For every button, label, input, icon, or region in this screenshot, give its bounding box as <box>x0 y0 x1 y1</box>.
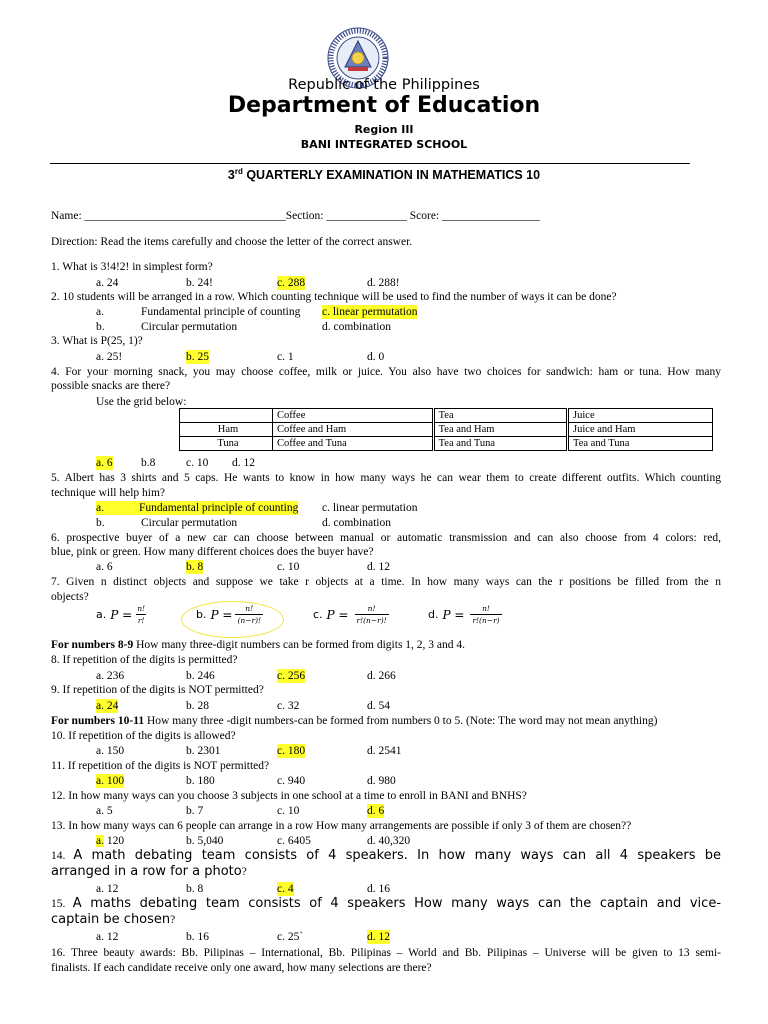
question-6-stem-line-1: 6. prospective buyer of a new car can choose between manual or automatic transmission and can also choose from 4 colors: red, <box>51 532 721 544</box>
q1-choice-b: b. 24! <box>186 277 213 289</box>
q8-choice-c-highlighted: c. 256 <box>277 670 306 682</box>
q5-choice-b: Circular permutation <box>141 517 238 529</box>
question-4-stem-line-1: 4. For your morning snack, you may choose coffee, milk or juice. You also have two choices for sandwich: ham or tuna. How many <box>51 366 721 378</box>
q10-choice-d: d. 2541 <box>367 745 402 757</box>
grid-cell: Tea and Tuna <box>433 437 567 451</box>
question-5-stem-line-2: technique will help him? <box>51 487 166 499</box>
grid-cell: Juice and Ham <box>568 423 713 437</box>
question-12-stem: 12. In how many ways can you choose 3 subjects in one school at a time to enroll in BANI and BNHS? <box>51 790 527 802</box>
q8-choice-d: d. 266 <box>367 670 396 682</box>
q11-choice-a-highlighted: a. 100 <box>96 775 125 787</box>
q2-choice-c-highlighted: c. linear permutation <box>322 306 418 318</box>
grid-header-cell: Juice <box>568 409 713 423</box>
grid-cell: Tea and Ham <box>433 423 567 437</box>
q9-choice-d: d. 54 <box>367 700 390 712</box>
q7-choice-c-formula: c. P = $\frac{n!}{r!(n-r)!}$ <box>313 604 387 625</box>
q15-choice-d-highlighted: d. 12 <box>367 931 390 943</box>
question-14-stem-line-1: 14. A math debating team consists of 4 speakers. In how many ways can all 4 speakers be <box>51 848 722 863</box>
q10-choice-c-highlighted: c. 180 <box>277 745 306 757</box>
q10-choice-a: a. 150 <box>96 745 125 757</box>
q11-choice-b: b. 180 <box>186 775 215 787</box>
q4-choice-b: b.8 <box>141 457 156 469</box>
q2-choice-b-letter: b. <box>96 321 105 333</box>
question-16-stem-line-2: finalists. If each candidate receive only one award, how many selections are there? <box>51 962 432 974</box>
q9-choice-c: c. 32 <box>277 700 300 712</box>
grid-header-row <box>180 409 713 423</box>
q4-choice-d: d. 12 <box>232 457 255 469</box>
q14-choice-c-highlighted: c. 4 <box>277 883 294 895</box>
grid-cell: Coffee and Ham <box>273 423 434 437</box>
q12-choice-a: a. 5 <box>96 805 113 817</box>
question-9-stem: 9. If repetition of the digits is NOT permitted? <box>51 684 264 696</box>
q9-choice-a-highlighted: a. 24 <box>96 700 119 712</box>
q12-choice-c: c. 10 <box>277 805 300 817</box>
question-11-stem: 11. If repetition of the digits is NOT permitted? <box>51 760 270 772</box>
q10-choice-b: b. 2301 <box>186 745 221 757</box>
q15-choice-c: c. 25` <box>277 931 304 943</box>
q7-choice-d-formula: d. P = $\frac{n!}{r!(n-r)}$ <box>428 604 500 625</box>
q12-choice-b: b. 7 <box>186 805 204 817</box>
q8-choice-b: b. 246 <box>186 670 215 682</box>
snack-grid-table <box>179 408 713 451</box>
q6-choice-d: d. 12 <box>367 561 390 573</box>
department-title: Department of Education <box>227 93 541 118</box>
q3-choice-a: a. 25! <box>96 351 123 363</box>
q7-choice-a-formula: a. P = $\frac{n!}{r!}$ <box>96 604 146 625</box>
question-16-stem-line-1: 16. Three beauty awards: Bb. Pilipinas – International, Bb. Pilipinas – World and Bb. Pilipinas – Universe will be given to 13 semi- <box>51 947 721 959</box>
q2-choice-a-letter: a. <box>96 306 104 318</box>
grid-header-cell <box>180 409 273 423</box>
q1-choice-d: d. 288! <box>367 277 400 289</box>
question-2-stem: 2. 10 students will be arranged in a row. Which counting technique will be used to find the number of ways it can be done? <box>51 291 617 303</box>
q15-choice-a: a. 12 <box>96 931 119 943</box>
q5-choice-a-highlighted: a. Fundamental principle of counting <box>96 502 299 514</box>
q14-choice-b: b. 8 <box>186 883 204 895</box>
q15-choice-b: b. 16 <box>186 931 209 943</box>
grid-row <box>180 437 713 451</box>
q14-choice-a: a. 12 <box>96 883 119 895</box>
section-field[interactable]: Section: ______________ <box>285 210 407 222</box>
q2-choice-b: Circular permutation <box>141 321 238 333</box>
q11-choice-d: d. 980 <box>367 775 396 787</box>
q11-choice-c: c. 940 <box>277 775 306 787</box>
score-field[interactable]: Score: _________________ <box>409 210 540 222</box>
grid-cell: Coffee and Tuna <box>273 437 434 451</box>
grid-cell: Tuna <box>180 437 273 451</box>
grid-cell: Ham <box>180 423 273 437</box>
question-15-stem-line-1: 15. A maths debating team consists of 4 speakers How many ways can the captain and vice- <box>51 896 722 911</box>
question-8-stem: 8. If repetition of the digits is permitted? <box>51 654 238 666</box>
grid-cell: Tea and Tuna <box>568 437 713 451</box>
q1-choice-c-highlighted: c. 288 <box>277 277 306 289</box>
question-6-stem-line-2: blue, pink or green. How many different choices does the buyer have? <box>51 546 374 558</box>
direction-text: Direction: Read the items carefully and choose the letter of the correct answer. <box>51 236 413 248</box>
q2-choice-a: Fundamental principle of counting <box>141 306 301 318</box>
q6-choice-c: c. 10 <box>277 561 300 573</box>
question-5-stem-line-1: 5. Albert has 3 shirts and 5 caps. He wants to know in how many ways he can wear them to create different outfits. Which counting <box>51 472 721 484</box>
q6-choice-b-highlighted: b. 8 <box>186 561 204 573</box>
q13-choice-b: b. 5,040 <box>186 835 224 847</box>
q3-choice-c: c. 1 <box>277 351 294 363</box>
name-field[interactable]: Name: ___________________________________ <box>51 210 286 222</box>
q1-choice-a: a. 24 <box>96 277 119 289</box>
q6-choice-a: a. 6 <box>96 561 113 573</box>
q3-choice-b-highlighted: b. 25 <box>186 351 209 363</box>
grid-row <box>180 423 713 437</box>
q13-choice-a-letter-highlighted: a. <box>96 835 104 847</box>
q4-choice-c: c. 10 <box>186 457 209 469</box>
question-1-stem: 1. What is 3!4!2! in simplest form? <box>51 261 213 273</box>
question-3-stem: 3. What is P(25, 1)? <box>51 335 143 347</box>
q13-choice-d: d. 40,320 <box>367 835 411 847</box>
grid-header-cell: Tea <box>433 409 567 423</box>
group-10-11-instruction: For numbers 10-11 How many three -digit numbers-can be formed from numbers 0 to 5. (Note: The word may not mean anything) <box>51 715 658 727</box>
region-label: Region III <box>354 123 414 136</box>
question-10-stem: 10. If repetition of the digits is allowed? <box>51 730 236 742</box>
header-divider <box>50 163 690 164</box>
school-name: BANI INTEGRATED SCHOOL <box>300 138 468 151</box>
republic-title: Republic of the Philippines <box>288 77 480 93</box>
q13-choice-c: c. 6405 <box>277 835 311 847</box>
exam-title: 3rd QUARTERLY EXAMINATION IN MATHEMATICS 10 <box>227 167 541 183</box>
question-4-stem-line-2: possible snacks are there? <box>51 380 171 392</box>
student-info-line <box>51 209 540 223</box>
grid-instruction: Use the grid below: <box>96 396 187 408</box>
q12-choice-d-highlighted: d. 6 <box>367 805 385 817</box>
question-7-stem-line-1: 7. Given n distinct objects and suppose we take r objects at a time. In how many ways can the r positions be filled from the n <box>51 576 721 588</box>
q5-choice-d: d. combination <box>322 517 391 529</box>
grid-header-cell: Coffee <box>273 409 434 423</box>
question-13-stem: 13. In how many ways can 6 people can arrange in a row How many arrangements are possible if only 3 of them are chosen?? <box>51 820 632 832</box>
q3-choice-d: d. 0 <box>367 351 385 363</box>
q13-choice-a: a. 120 <box>96 835 125 847</box>
q7-choice-b-formula: b. P = $\frac{n!}{(n-r)!}$ <box>196 604 262 625</box>
q9-choice-b: b. 28 <box>186 700 209 712</box>
q5-choice-c: c. linear permutation <box>322 502 418 514</box>
question-15-stem-line-2: captain be chosen? <box>51 912 176 927</box>
q4-choice-a-highlighted: a. 6 <box>96 457 113 469</box>
q2-choice-d: d. combination <box>322 321 391 333</box>
question-7-stem-line-2: objects? <box>51 591 89 603</box>
q5-choice-b-letter: b. <box>96 517 105 529</box>
q14-choice-d: d. 16 <box>367 883 390 895</box>
question-14-stem-line-2: arranged in a row for a photo? <box>51 864 247 879</box>
q8-choice-a: a. 236 <box>96 670 125 682</box>
group-8-9-instruction: For numbers 8-9 How many three-digit numbers can be formed from digits 1, 2, 3 and 4. <box>51 639 466 651</box>
